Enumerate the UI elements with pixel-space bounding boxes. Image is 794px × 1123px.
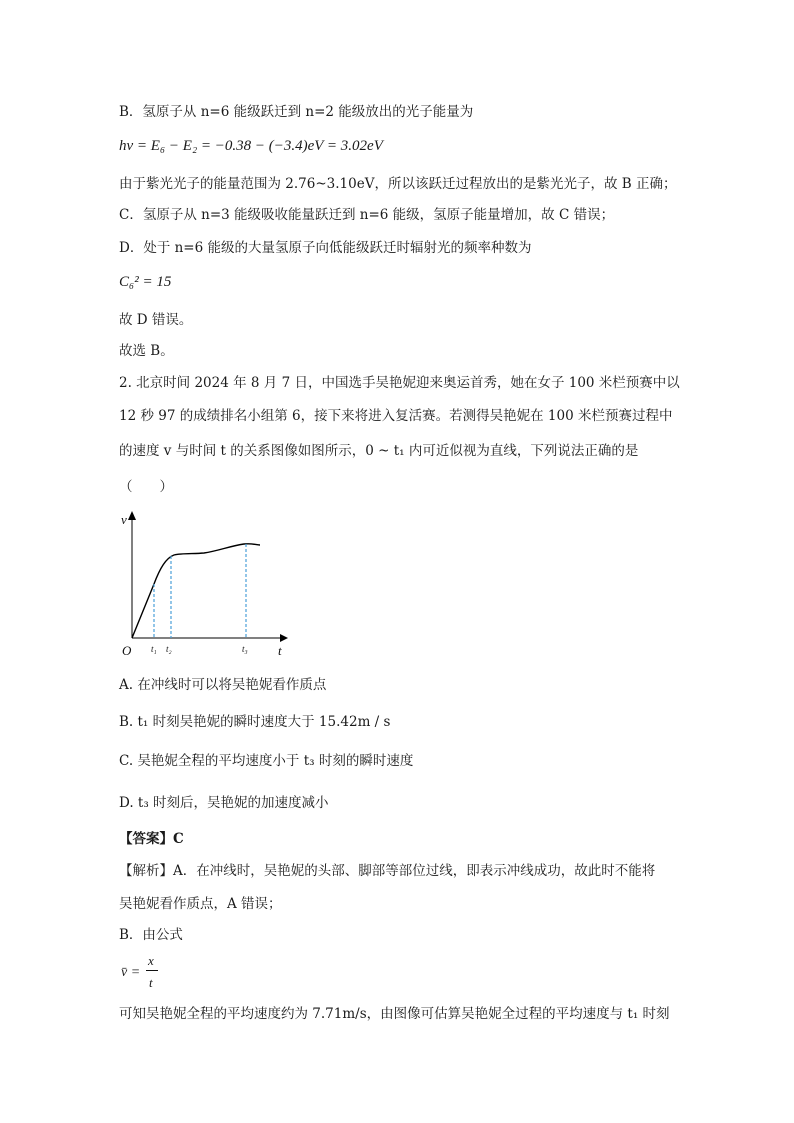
energy-equation: hν = E₆ − E₂ = −0.38 − (−3.4)eV = 3.02eV xyxy=(119,138,383,154)
question-2-line-3: 的速度 v 与时间 t 的关系图像如图所示，0 ~ t₁ 内可近似视为直线，下列说法正确的是 xyxy=(119,443,639,459)
analysis-line-2: 吴艳妮看作质点，A 错误； xyxy=(119,896,282,912)
combination-equation: C₆² = 15 xyxy=(119,274,172,290)
question-2-line-1: 2. 北京时间 2024 年 8 月 7 日，中国选手吴艳妮迎来奥运首秀，她在女子 100 米栏预赛中以 xyxy=(119,375,680,391)
t3-label: t₃ xyxy=(242,644,248,654)
choice-b: 故选 B。 xyxy=(119,343,174,359)
v-axis-arrow xyxy=(128,511,136,520)
velocity-time-graph xyxy=(118,506,288,656)
fraction-bar xyxy=(146,970,158,971)
question-2-blank: （ ） xyxy=(119,479,173,495)
t-axis-label: t xyxy=(278,643,282,656)
option-a: A. 在冲线时可以将吴艳妮看作质点 xyxy=(119,677,327,693)
question-2-line-2: 12 秒 97 的成绩排名小组第 6，接下来将进入复活赛。若测得吴艳妮在 100 米栏预赛过程中 xyxy=(119,408,673,424)
t2-label: t₂ xyxy=(166,644,172,654)
mean-velocity-lhs: v̄ = xyxy=(121,965,141,980)
option-b-heading: B．氢原子从 n=6 能级跃迁到 n=2 能级放出的光子能量为 xyxy=(119,104,474,120)
t-axis-arrow xyxy=(280,634,288,642)
analysis-line-1: 【解析】A．在冲线时，吴艳妮的头部、脚部等部位过线，即表示冲线成功，故此时不能将 xyxy=(119,863,656,879)
option-d-conclusion: 故 D 错误。 xyxy=(119,312,193,328)
option-b-conclusion: 由于紫光光子的能量范围为 2.76~3.10eV，所以该跃迁过程放出的是紫光光子，故 B 正确； xyxy=(119,176,677,192)
option-d: D. t₃ 时刻后，吴艳妮的加速度减小 xyxy=(119,795,329,811)
origin-label: O xyxy=(122,643,132,656)
analysis-line-5: 可知吴艳妮全程的平均速度约为 7.71m/s，由图像可估算吴艳妮全过程的平均速度与 t₁ 时刻 xyxy=(119,1006,670,1022)
fraction-denominator: t xyxy=(149,975,153,990)
velocity-curve xyxy=(132,544,260,638)
option-d-heading: D．处于 n=6 能级的大量氢原子向低能级跃迁时辐射光的频率种数为 xyxy=(119,240,532,256)
option-b: B. t₁ 时刻吴艳妮的瞬时速度大于 15.42m / s xyxy=(119,714,391,730)
option-c-analysis: C．氢原子从 n=3 能级吸收能量跃迁到 n=6 能级，氢原子能量增加，故 C 错误； xyxy=(119,207,615,223)
analysis-line-3: B．由公式 xyxy=(119,927,183,943)
fraction-numerator: x xyxy=(148,953,154,968)
answer: 【答案】C xyxy=(119,831,184,847)
v-axis-label: v xyxy=(121,512,127,527)
t1-label: t₁ xyxy=(151,644,157,654)
option-c: C. 吴艳妮全程的平均速度小于 t₃ 时刻的瞬时速度 xyxy=(119,753,414,769)
